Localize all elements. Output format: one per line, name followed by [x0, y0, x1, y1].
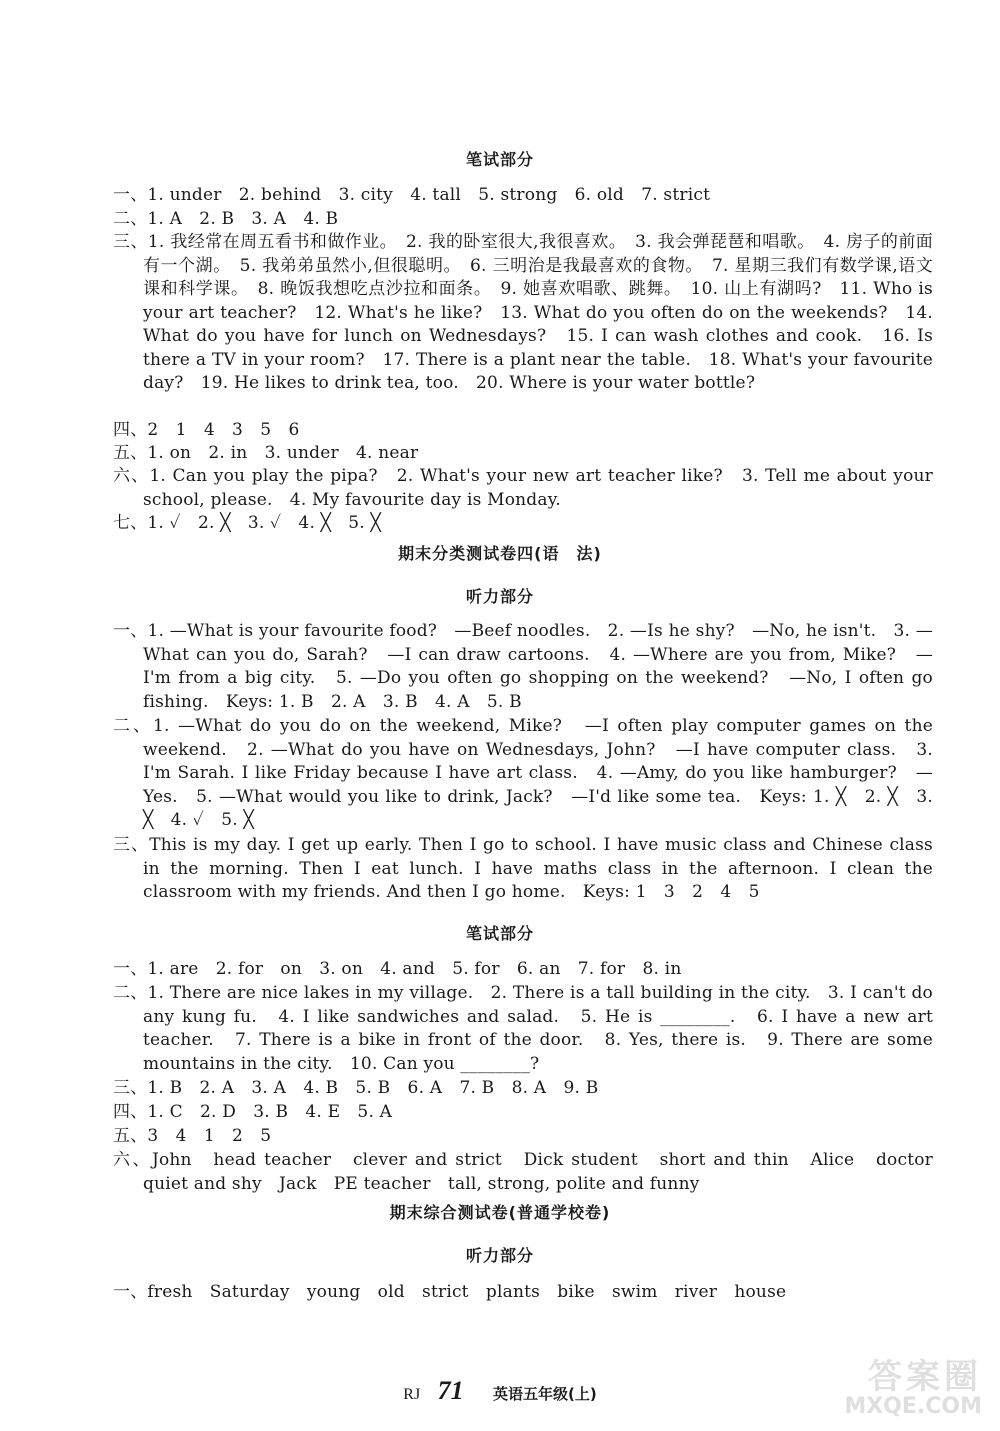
- answer-q3: 三、1. 我经常在周五看书和做作业。 2. 我的卧室很大,我很喜欢。 3. 我会弹琵琶和唱歌。 4. 房子的前面有一个湖。 5. 我弟弟虽然小,但很聪明。 6. 三明治是我最喜欢的食物。 7. 星期三我们有数学课,语文课和科学课。 8. 晚饭我想吃点沙拉和面条。 9. 她喜欢唱歌、跳舞。 10. 山上有湖吗? 11. Who is your art teacher? 12. What's he like? 13. What do you often do on the weekends? 14. What do you have for lunch on Wednesdays? 15. I can wash clothes and cook. 16. Is there a TV in your room? 17. There is a plant near the table. 18. What's your favourite day? 19. He likes to drink tea, too. 20. Where is your water bottle?: [113, 232, 939, 393]
- answer-q6: 六、1. Can you play the pipa? 2. What's your new art teacher like? 3. Tell me about your school, please. 4. My favourite day is Monday.: [113, 466, 939, 510]
- written-q2: 二、1. There are nice lakes in my village. 2. There is a tall building in the city. 3. I can't do any kung fu. 4. I like sandwiches and salad. 5. He is ________. 6. I have a new art teacher. 7. There is a bike in front of the door. 8. Yes, there is. 9. There are some mountains in the city. 10. Can you ________?: [113, 983, 939, 1074]
- listening-q2: 二、1. —What do you do on the weekend, Mike? —I often play computer games on the weekend. 2. —What do you have on Wednesdays, John? —I have computer class. 3. I'm Sarah. I like Friday because I have art class. 4. —Amy, do you like hamburger? —Yes. 5. —What would you like to drink, Jack? —I'd like some tea. Keys: 1. ╳ 2. ╳ 3. ╳ 4. ✓ 5. ╳: [113, 716, 939, 830]
- written-q6: 六、John head teacher clever and strict Dick student short and thin Alice doctor quiet and shy Jack PE teacher tall, strong, polite and funny: [113, 1150, 951, 1194]
- section-heading-written-1: 笔试部分: [465, 150, 534, 169]
- written-q3: 三、1. B 2. A 3. A 4. B 5. B 6. A 7. B 8. A 9. B: [113, 1078, 599, 1098]
- listening-q3: 三、This is my day. I get up early. Then I go to school. I have music class and Chinese class in the morning. Then I eat lunch. I have maths class in the afternoon. I clean the classroom with my friends. And then I go home. Keys: 1 3 2 4 5: [113, 835, 939, 902]
- section-heading-written-2: 笔试部分: [465, 924, 534, 943]
- watermark-logo-text: 答案圈: [868, 1357, 982, 1397]
- page-number: 71: [437, 1376, 464, 1405]
- test-title-grammar: 期末分类测试卷四(语 法): [398, 544, 602, 563]
- listening-q1: 一、1. —What is your favourite food? —Beef noodles. 2. —Is he shy? —No, he isn't. 3. —What can you do, Sarah? —I can draw cartoons. 4. —Where are you from, Mike? —I'm from a big city. 5. —Do you often go shopping on the weekend? —No, I often go fishing. Keys: 1. B 2. A 3. B 4. A 5. B: [113, 621, 939, 712]
- written-q5: 五、3 4 1 2 5: [113, 1126, 272, 1146]
- section-heading-listening-1: 听力部分: [465, 587, 534, 606]
- test-title-final: 期末综合测试卷(普通学校卷): [389, 1203, 611, 1222]
- answer-q5: 五、1. on 2. in 3. under 4. near: [113, 443, 419, 463]
- watermark-url: MXQE.COM: [844, 1394, 982, 1419]
- answer-q4: 四、2 1 4 3 5 6: [113, 420, 300, 440]
- written-q4: 四、1. C 2. D 3. B 4. E 5. A: [113, 1102, 393, 1122]
- answer-q1: 一、1. under 2. behind 3. city 4. tall 5. strong 6. old 7. strict: [113, 185, 711, 205]
- written-q1: 一、1. are 2. for on 3. on 4. and 5. for 6. an 7. for 8. in: [113, 959, 682, 979]
- answer-q2: 二、1. A 2. B 3. A 4. B: [113, 209, 339, 229]
- final-listening-q1: 一、fresh Saturday young old strict plants bike swim river house: [113, 1282, 787, 1302]
- site-watermark: [802, 1359, 982, 1421]
- answer-q7: 七、1. ✓ 2. ╳ 3. ✓ 4. ╳ 5. ╳: [113, 513, 381, 533]
- section-heading-listening-2: 听力部分: [465, 1246, 534, 1265]
- subject-label: 英语五年级(上): [493, 1385, 597, 1403]
- edition-code: RJ: [403, 1386, 421, 1403]
